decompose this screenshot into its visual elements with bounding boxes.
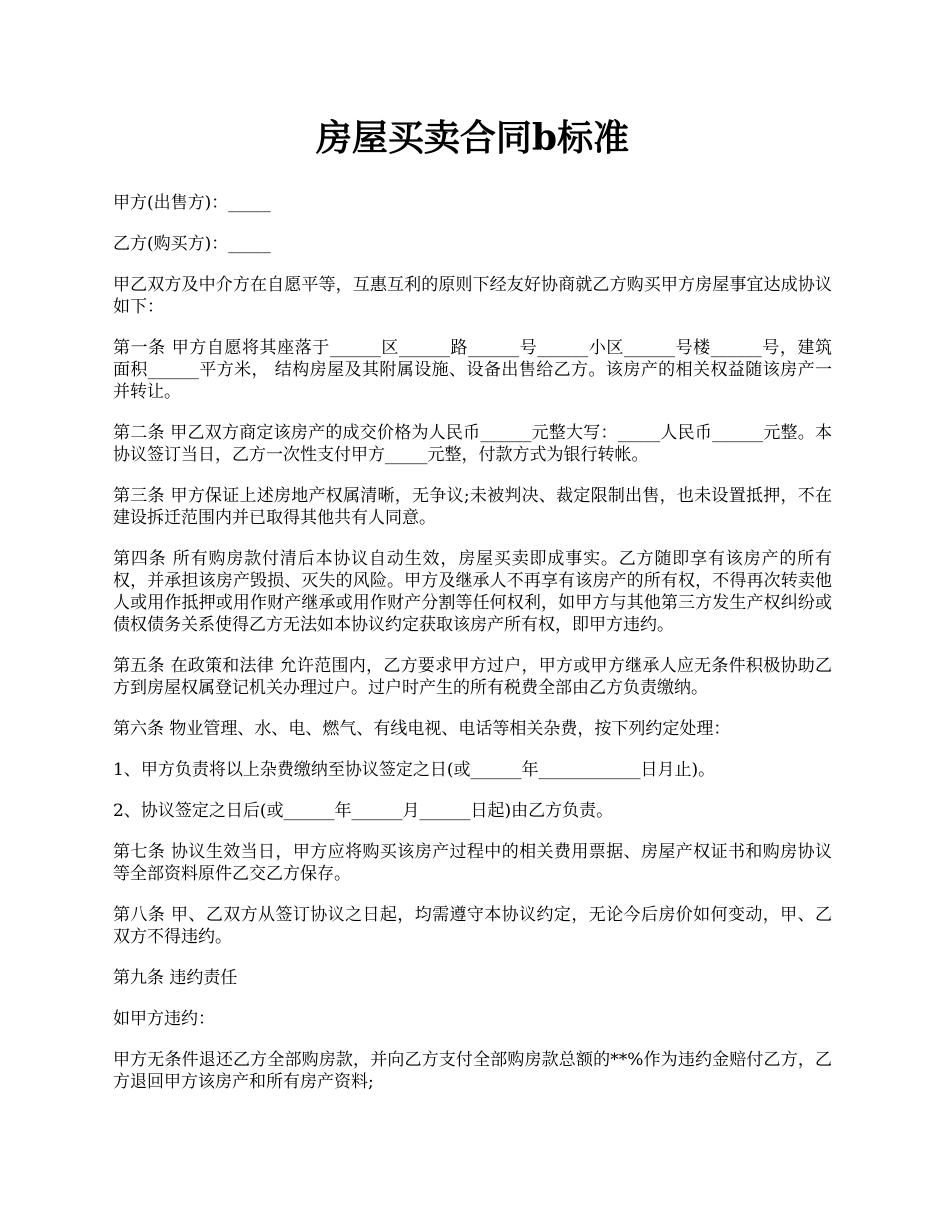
article-6: 第六条 物业管理、水、电、燃气、有线电视、电话等相关杂费，按下列约定处理： xyxy=(113,719,731,739)
article-1: 第一条 甲方自愿将其座落于______区______路______号______小区______号楼______号，建筑面积______平方米， 结构房屋及其附属设施、设备出售给乙方。该房产的相关权益随该房产一并转让。 xyxy=(113,338,832,402)
article-9-heading: 第九条 违约责任 xyxy=(113,968,238,988)
document-title: 房屋买卖合同b标准 xyxy=(315,117,630,159)
preamble: 甲乙双方及中介方在自愿平等，互惠互利的原则下经友好协商就乙方购买甲方房屋事宜达成协议如下： xyxy=(113,275,832,317)
article-5: 第五条 在政策和法律 允许范围内，乙方要求甲方过户，甲方或甲方继承人应无条件积极协助乙方到房屋权属登记机关办理过户。过户时产生的所有税费全部由乙方负责缴纳。 xyxy=(113,656,832,698)
article-6-item-1: 1、甲方负责将以上杂费缴纳至协议签定之日(或______年____________日月止)。 xyxy=(113,760,716,780)
party-b-line: 乙方(购买方)：_____ xyxy=(113,234,271,254)
article-7: 第七条 协议生效当日，甲方应将购买该房产过程中的相关费用票据、房屋产权证书和购房协议等全部资料原件乙交乙方保存。 xyxy=(113,842,832,884)
party-a-breach-heading: 如甲方违约： xyxy=(113,1009,215,1029)
article-8: 第八条 甲、乙双方从签订协议之日起，均需遵守本协议约定，无论今后房价如何变动，甲、乙双方不得违约。 xyxy=(113,905,832,947)
article-6-item-2: 2、协议签定之日后(或______年______月______日起)由乙方负责。 xyxy=(113,801,614,821)
article-2: 第二条 甲乙双方商定该房产的成交价格为人民币______元整大写：_____人民币______元整。本协议签订当日，乙方一次性支付甲方_____元整，付款方式为银行转帐。 xyxy=(113,423,832,465)
article-4: 第四条 所有购房款付清后本协议自动生效，房屋买卖即成事实。乙方随即享有该房产的所有权，并承担该房产毁损、灭失的风险。甲方及继承人不再享有该房产的所有权，不得再次转卖他人或用作抵押或用作财产继承或用作财产分割等任何权利，如甲方与其他第三方发生产权纠纷或债权债务关系使得乙方无法如本协议约定获取该房产所有权，即甲方违约。 xyxy=(113,549,832,635)
party-a-breach-terms: 甲方无条件退还乙方全部购房款，并向乙方支付全部购房款总额的**%作为违约金赔付乙方，乙方退回甲方该房产和所有房产资料; xyxy=(113,1050,832,1092)
party-a-line: 甲方(出售方)：_____ xyxy=(113,193,271,213)
article-3: 第三条 甲方保证上述房地产权属清晰，无争议;未被判决、裁定限制出售，也未设置抵押，不在建设拆迁范围内并已取得其他共有人同意。 xyxy=(113,486,832,528)
